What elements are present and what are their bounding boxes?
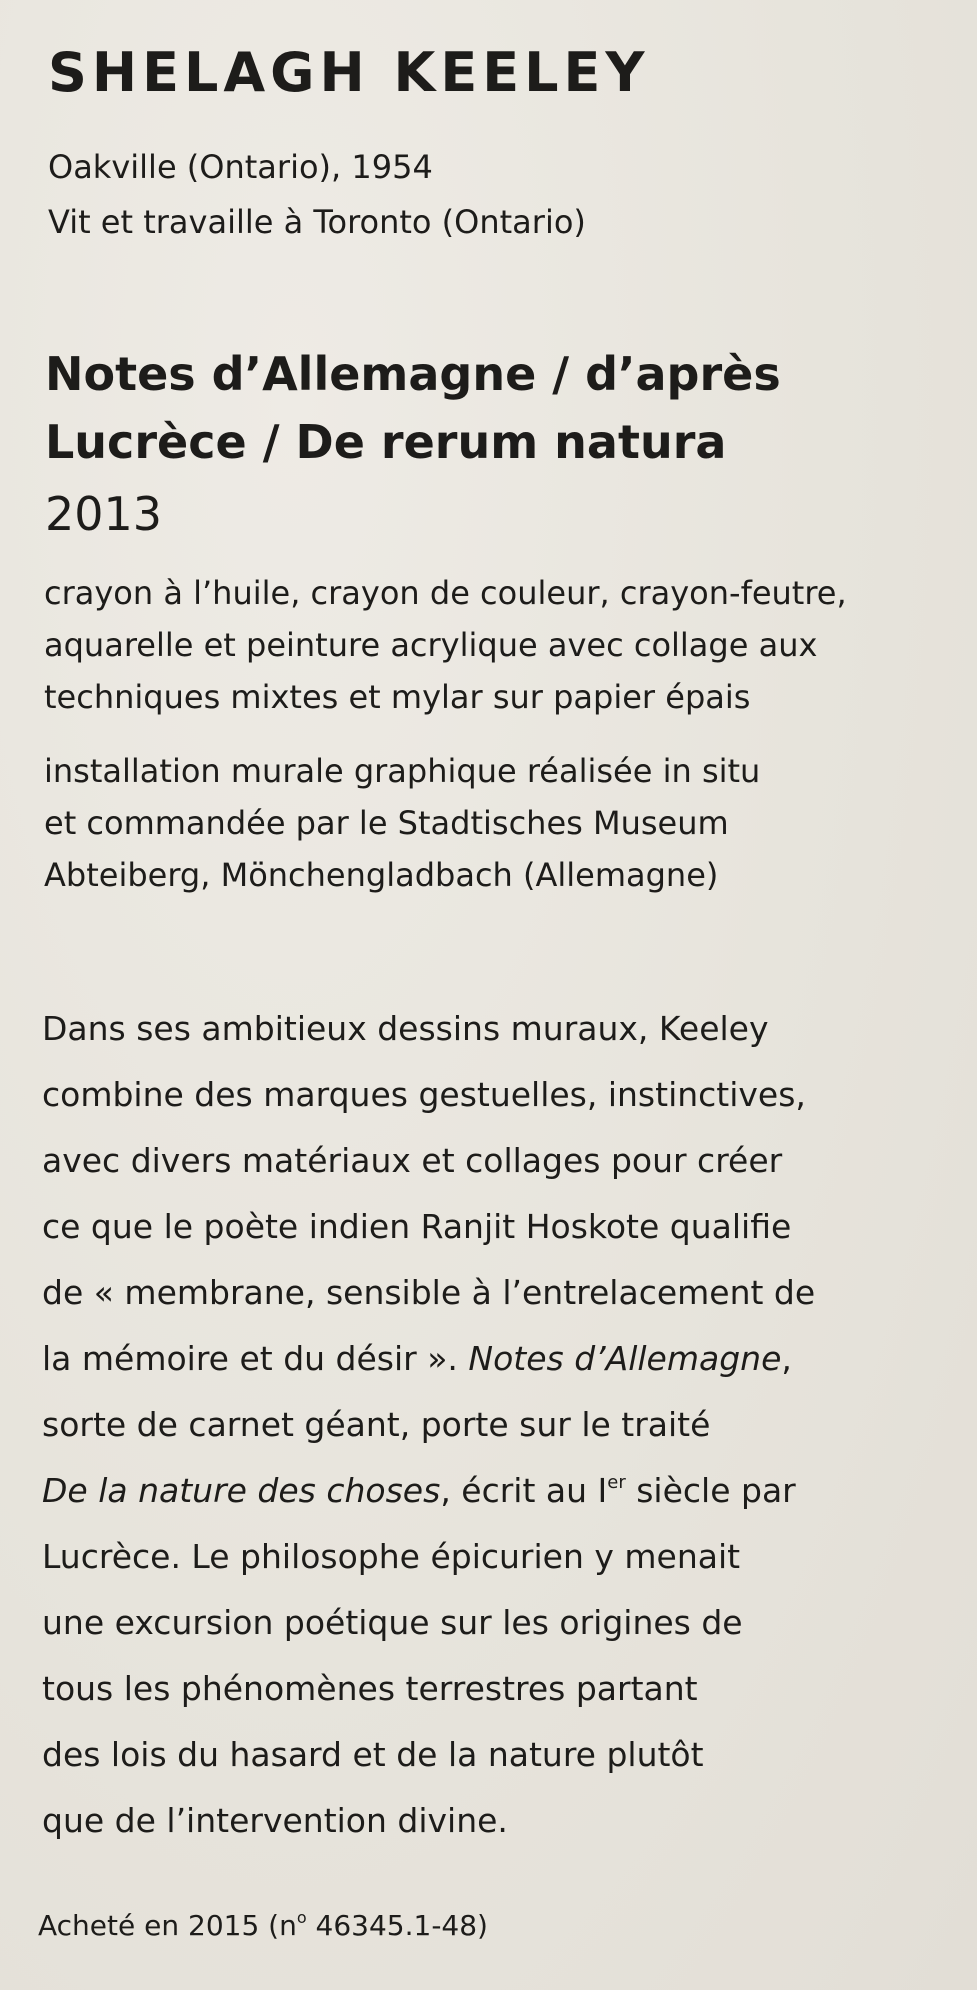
work-title-line: Notes d’Allemagne / d’après: [45, 347, 781, 401]
description-line: [42, 1326, 815, 1392]
commission-line: installation murale graphique réalisée in situ: [44, 752, 761, 790]
work-commission: [44, 745, 760, 901]
work-medium: [44, 567, 847, 723]
description-text-span: siècle par: [625, 1471, 796, 1510]
work-year: 2013: [45, 487, 163, 541]
description-line: tous les phénomènes terrestres partant: [42, 1669, 698, 1708]
commission-line: Abteiberg, Mönchengladbach (Allemagne): [44, 856, 719, 894]
commission-line: et commandée par le Stadtisches Museum: [44, 804, 729, 842]
acquisition-number: 46345.1-48): [306, 1909, 488, 1942]
acquisition-info: [38, 1906, 488, 1946]
artist-name: SHELAGH KEELEY: [48, 41, 650, 104]
description-line: que de l’intervention divine.: [42, 1801, 508, 1840]
work-title-line: Lucrèce / De rerum natura: [45, 415, 727, 469]
description-line: Dans ses ambitieux dessins muraux, Keeley: [42, 1009, 769, 1048]
medium-line: crayon à l’huile, crayon de couleur, crayon-feutre,: [44, 574, 847, 612]
description-line: de « membrane, sensible à l’entrelacement de: [42, 1273, 816, 1312]
description-line: ce que le poète indien Ranjit Hoskote qualifie: [42, 1207, 792, 1246]
description-line: Lucrèce. Le philosophe épicurien y menait: [42, 1537, 741, 1576]
description-text: [42, 996, 815, 1854]
description-text-span: , écrit au I: [440, 1471, 608, 1510]
artist-birth: Oakville (Ontario), 1954: [48, 148, 433, 186]
description-line: avec divers matériaux et collages pour créer: [42, 1141, 783, 1180]
medium-line: aquarelle et peinture acrylique avec collage aux: [44, 626, 818, 664]
artist-info: [48, 140, 586, 250]
work-title-italic: Notes d’Allemagne: [468, 1339, 782, 1378]
description-line: des lois du hasard et de la nature plutôt: [42, 1735, 704, 1774]
acquisition-prefix: Acheté en 2015 (n: [38, 1909, 297, 1942]
description-line: une excursion poétique sur les origines de: [42, 1603, 743, 1642]
treatise-title-italic: De la nature des choses: [42, 1471, 441, 1510]
description-line: combine des marques gestuelles, instinctives,: [42, 1075, 806, 1114]
description-text-span: la mémoire et du désir ».: [42, 1339, 469, 1378]
medium-line: techniques mixtes et mylar sur papier épais: [44, 678, 751, 716]
description-line: sorte de carnet géant, porte sur le traité: [42, 1405, 711, 1444]
work-title: [45, 340, 925, 476]
number-superscript: o: [296, 1908, 307, 1927]
ordinal-superscript: er: [607, 1472, 626, 1493]
description-line: [42, 1458, 815, 1524]
artist-residence: Vit et travaille à Toronto (Ontario): [48, 203, 586, 241]
description-text-span: ,: [781, 1339, 792, 1378]
